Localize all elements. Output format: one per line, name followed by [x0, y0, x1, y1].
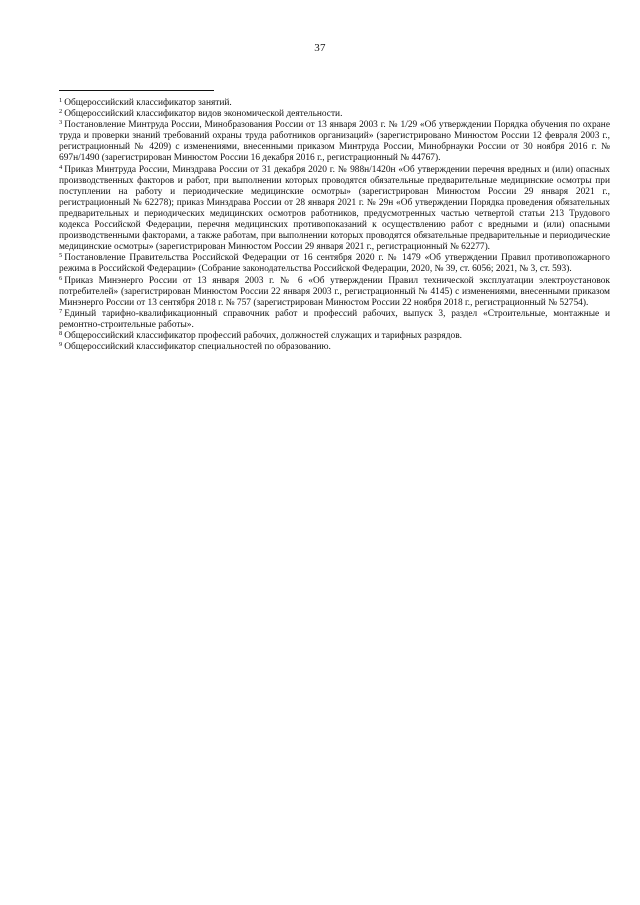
footnotes-list — [59, 98, 610, 353]
footnote-text: Постановление Правительства Российской Федерации от 16 сентября 2020 г. № 1479 «Об утверждении Правил противопожарного режима в Российской Федерации» (Собрание законодательства Российской Федерации, 2020, № 39, ст. 6056; 2021, № 3, ст. 593). — [59, 253, 610, 275]
footnote-5 — [59, 253, 610, 275]
footnote-text: Приказ Минтруда России, Минздрава России от 31 декабря 2020 г. № 988н/1420н «Об утверждении перечня вредных и (или) опасных производственных факторов и работ, при выполнении которых проводятся обязательные предварительные медицинские осмотры при поступлении на работу и периодические медицинские осмотры» (зарегистрирован Минюстом России 29 января 2021 г., регистрационный № 62278); приказ Минздрава России от 28 января 2021 г. № 29н «Об утверждении Порядка проведения обязательных предварительных и периодических медицинских осмотров работников, предусмотренных частью четвертой статьи 213 Трудового кодекса Российской Федерации, перечня медицинских противопоказаний к осуществлению работ с вредными и (или) опасными производственными факторами, а также работам, при выполнении которых проводятся обязательные предварительные и периодические медицинские осмотры» (зарегистрирован Минюстом России 29 января 2021 г., регистрационный № 62277). — [59, 164, 610, 253]
footnote-marker: 9 — [59, 341, 63, 349]
footnote-text: Постановление Минтруда России, Минобразования России от 13 января 2003 г. № 1/29 «Об утверждении Порядка обучения по охране труда и проверки знаний требований охраны труда работников организаций» (зарегистрировано Минюстом России 12 февраля 2003 г., регистрационный № 4209) с изменениями, внесенными приказом Минтруда России, Минобрнауки России от 30 ноября 2016 г. № 697н/1490 (зарегистрирован Минюстом России 16 декабря 2016 г., регистрационный № 44767). — [59, 120, 610, 164]
footnote-9 — [59, 342, 610, 353]
footnote-4 — [59, 165, 610, 254]
footnote-marker: 5 — [59, 252, 63, 260]
footnote-text: Общероссийский классификатор видов экономической деятельности. — [64, 109, 343, 120]
footnote-marker: 4 — [59, 163, 63, 171]
footnote-7 — [59, 309, 610, 331]
footnote-marker: 8 — [59, 329, 63, 337]
footnote-marker: 3 — [59, 119, 63, 127]
footnote-text: Общероссийский классификатор специальностей по образованию. — [64, 342, 331, 353]
footnote-separator — [59, 90, 214, 91]
footnote-marker: 6 — [59, 274, 63, 282]
footnote-text: Общероссийский классификатор профессий рабочих, должностей служащих и тарифных разрядов. — [64, 330, 462, 341]
footnote-6 — [59, 276, 610, 309]
footnote-2 — [59, 109, 610, 120]
footnote-marker: 2 — [59, 108, 63, 116]
page-number: 37 — [314, 42, 326, 54]
footnote-marker: 1 — [59, 97, 63, 104]
footnote-text: Приказ Минэнерго России от 13 января 2003 г. № 6 «Об утверждении Правил технической эксплуатации электроустановок потребителей» (зарегистрирован Минюстом России 22 января 2003 г., регистрационный № 4145) с изменениями, внесенными приказом Минэнерго России от 13 сентября 2018 г. № 757 (зарегистрирован Минюстом России 22 ноября 2018 г., регистрационный № 52754). — [59, 275, 610, 308]
footnote-text: Единый тарифно-квалификационный справочник работ и профессий рабочих, выпуск 3, раздел «Строительные, монтажные и ремонтно-строительные работы». — [59, 308, 610, 330]
footnote-marker: 7 — [59, 307, 63, 315]
footnote-1 — [59, 98, 610, 109]
footnote-text: Общероссийский классификатор занятий. — [64, 98, 232, 108]
footnote-3 — [59, 120, 610, 164]
footnote-8 — [59, 331, 610, 342]
